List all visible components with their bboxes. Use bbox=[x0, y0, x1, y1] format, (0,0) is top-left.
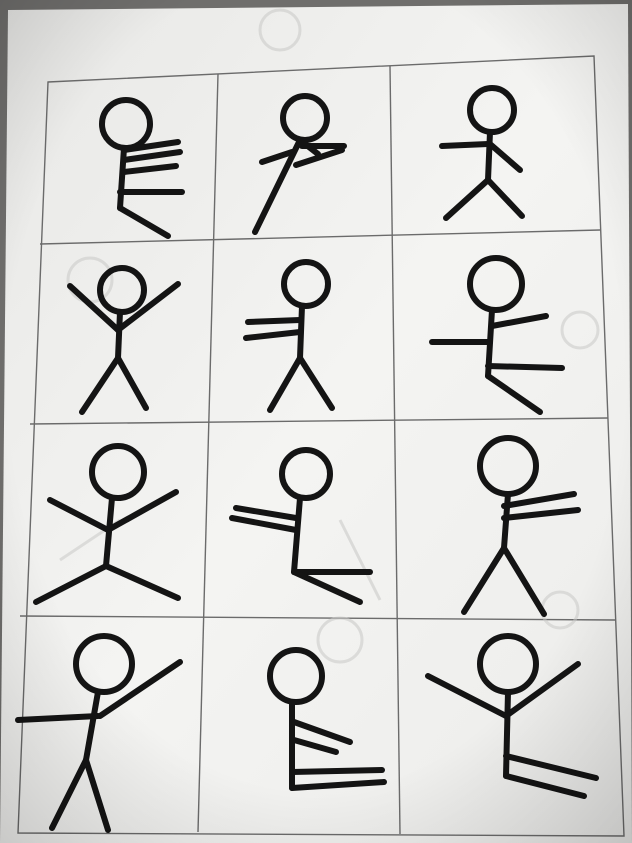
vignette bbox=[0, 0, 632, 843]
stick-figure-photo bbox=[0, 0, 632, 843]
